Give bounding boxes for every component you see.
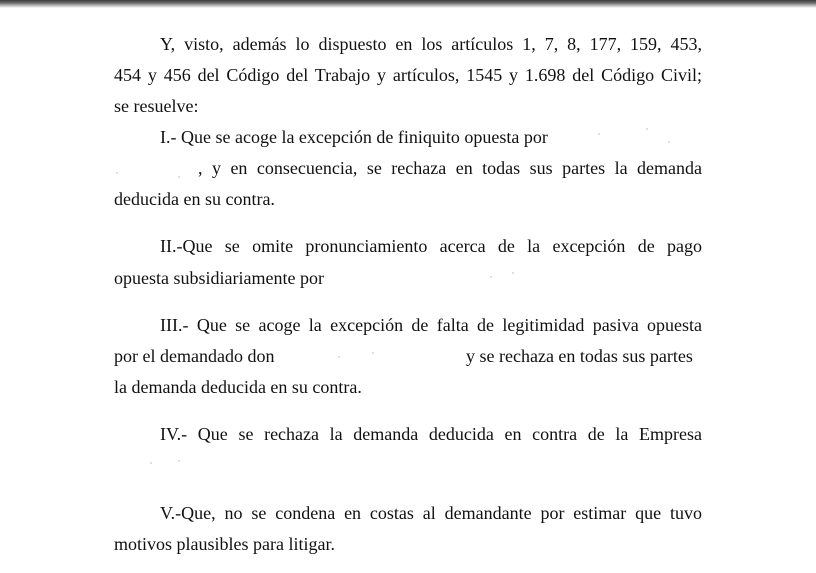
resolution-V-line-2: motivos plausibles para litigar. [114,534,335,554]
scan-speck [372,352,374,354]
resolution-I-line-3: deducida en su contra. [114,189,275,209]
scan-speck [178,176,180,178]
preamble-line-2: 454 y 456 del Código del Trabajo y artículos, 1545 y 1.698 del Código Civil; [114,65,702,85]
scan-speck [178,460,180,462]
resolution-I-line-2: , y en consecuencia, se rechaza en todas sus partes la demanda [198,158,702,178]
redacted-company-IV [114,454,314,476]
resolution-III-line-1: III.- Que se acoge la excepción de falta de legitimidad pasiva opuesta [160,315,702,335]
resolution-I-line-1: I.- Que se acoge la excepción de finiquito opuesta por [160,127,548,147]
resolution-V-line-1: V.-Que, no se condena en costas al demandante por estimar que tuvo [160,503,702,523]
redacted-name-II [340,267,560,289]
redacted-name-I-part-1 [566,126,702,148]
resolution-II-line-2: opuesta subsidiariamente por [114,268,324,288]
scan-speck [490,276,492,278]
redacted-name-III [285,345,460,367]
scan-speck [668,141,670,143]
scan-speck [150,462,152,464]
scan-speck [512,272,514,274]
resolution-IV-line-1: IV.- Que se rechaza la demanda deducida en contra de la Empresa [160,424,702,444]
scan-speck [116,172,118,174]
preamble-line-1: Y, visto, además lo dispuesto en los artículos 1, 7, 8, 177, 159, 453, [160,34,702,54]
scan-speck [646,128,648,130]
resolution-III-line-2b: y se rechaza en todas sus partes [466,346,693,366]
preamble-line-3: se resuelve: [114,96,199,116]
scan-speck [338,356,340,358]
scan-speck [598,133,600,135]
resolution-III-line-3: la demanda deducida en su contra. [114,377,362,397]
resolution-II-line-1: II.-Que se omite pronunciamiento acerca de la excepción de pago [160,236,702,256]
resolution-III-line-2a: por el demandado don [114,346,275,366]
